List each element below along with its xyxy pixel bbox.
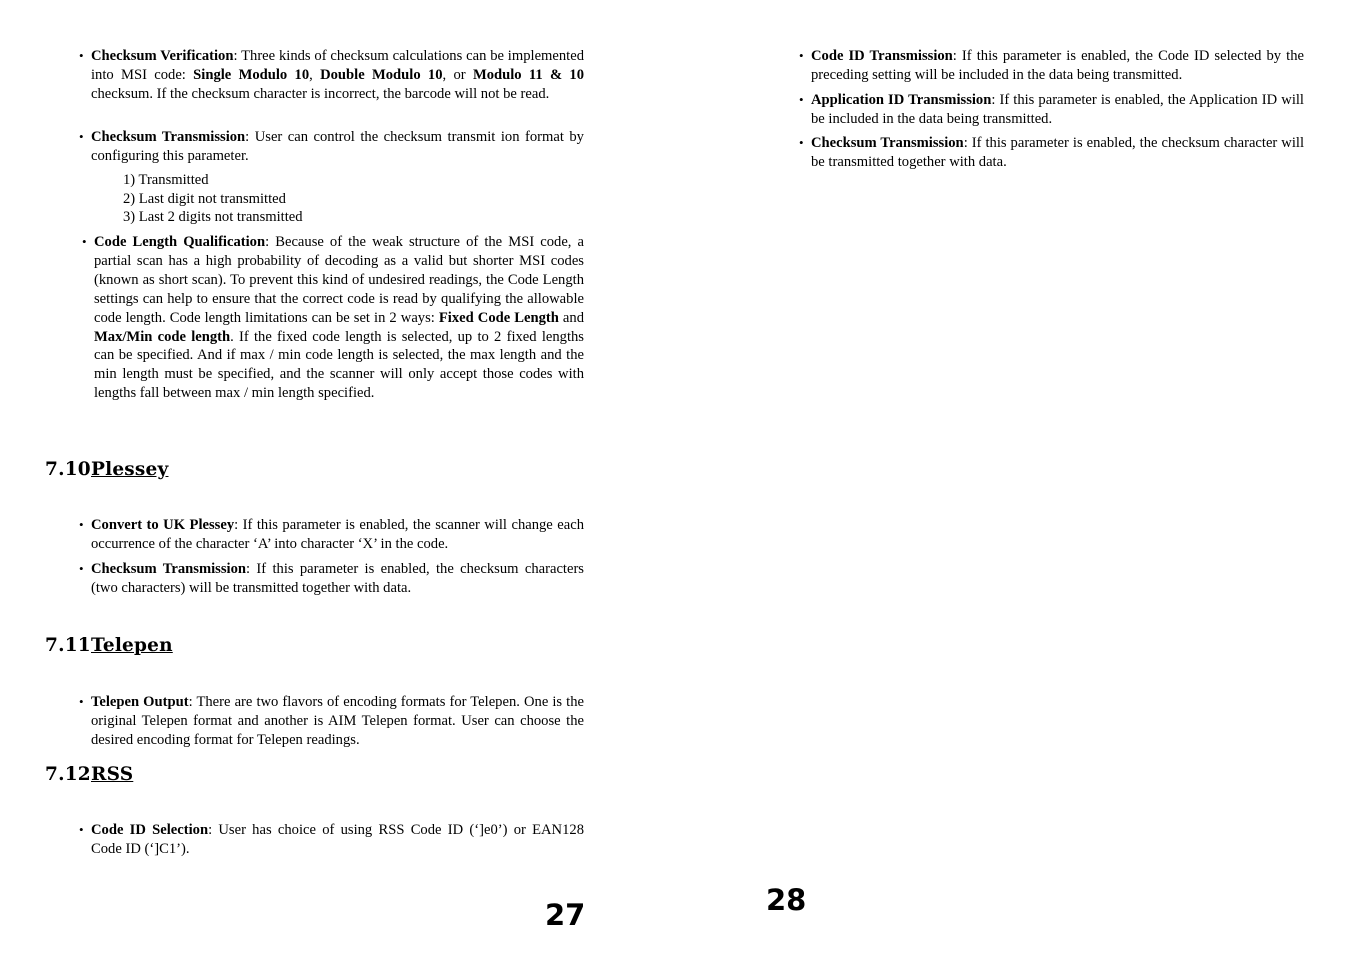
section-number: 7.12: [45, 764, 91, 785]
bullet-checksum-transmission: [79, 128, 584, 166]
bullet-term: Checksum Verification: [91, 48, 234, 64]
bullet-code-id-transmission: [799, 47, 1304, 85]
left-page: [0, 0, 675, 954]
bullet-icon: •: [799, 48, 804, 63]
bullet-text: , or: [442, 66, 473, 83]
bullet-telepen-output: [79, 693, 584, 750]
section-heading-plessey: [45, 459, 168, 480]
bullet-text: and: [558, 309, 584, 326]
bullet-plessey-checksum-transmission: [79, 560, 584, 598]
bullet-term: Code ID Selection: [91, 822, 209, 838]
bullet-text: : If this parameter is enabled, the Code ID selected by the preceding setting will be included in the data being transmitted.: [811, 48, 1304, 83]
bullet-text: : There are two flavors of encoding formats for Telepen. One is the original Telepen format and another is AIM Telepen format. User can choose the desired encoding format for Telepen readings.: [91, 694, 584, 748]
section-title: Telepen: [91, 635, 173, 656]
option-item: 1) Transmitted: [123, 172, 209, 188]
bullet-text: checksum. If the checksum character is incorrect, the barcode will not be read.: [91, 85, 550, 102]
bullet-icon: •: [79, 517, 84, 532]
bullet-text: : User has choice of using RSS Code ID (‘]e0’) or EAN128 Code ID (‘]C1’).: [91, 822, 584, 857]
bullet-text: : If this parameter is enabled, the Application ID will be included in the data being transmitted.: [811, 92, 1304, 127]
bullet-checksum-verification: [79, 47, 585, 104]
bullet-strong: Double Modulo 10: [320, 66, 443, 83]
bullet-text: : Because of the weak structure of the MSI code, a partial scan has a high probability of decoding as a valid but shorter MSI codes (known as short scan). To prevent this kind of undesired readings, the Code Length settings can help to ensure that the correct code is read by qualifying the allowable code length. Code length limitations can be set in 2 ways:: [94, 234, 585, 326]
bullet-text: : If this parameter is enabled, the checksum characters (two characters) will be transmitted together with data.: [91, 561, 584, 596]
bullet-term: Checksum Transmission: [91, 129, 246, 145]
bullet-code-length-qualification: [82, 233, 585, 403]
bullet-strong: Single Modulo 10: [193, 66, 310, 83]
bullet-icon: •: [79, 822, 84, 837]
bullet-icon: •: [79, 561, 84, 576]
bullet-text: : User can control the checksum transmit ion format by configuring this parameter.: [91, 129, 584, 164]
checksum-transmission-options: [123, 171, 303, 227]
bullet-term: Checksum Transmission: [91, 561, 247, 577]
page-number: 27: [545, 898, 586, 932]
right-page: [675, 0, 1351, 954]
bullet-term: Application ID Transmission: [811, 92, 992, 108]
section-number: 7.10: [45, 459, 91, 480]
bullet-icon: •: [79, 129, 84, 144]
bullet-term: Convert to UK Plessey: [91, 517, 235, 533]
bullet-text: ,: [309, 66, 321, 83]
bullet-term: Checksum Transmission: [811, 135, 964, 151]
bullet-icon: •: [799, 135, 804, 150]
option-item: 3) Last 2 digits not transmitted: [123, 209, 303, 225]
bullet-term: Telepen Output: [91, 694, 189, 710]
bullet-text: : If this parameter is enabled, the checksum character will be transmitted together with data.: [811, 135, 1304, 170]
bullet-code-id-selection: [79, 821, 584, 859]
bullet-strong: Fixed Code Length: [438, 309, 559, 326]
option-item: 2) Last digit not transmitted: [123, 190, 286, 207]
bullet-term: Code Length Qualification: [94, 234, 266, 250]
section-heading-rss: [45, 764, 133, 785]
bullet-application-id-transmission: [799, 91, 1304, 129]
section-number: 7.11: [45, 635, 91, 656]
section-title: RSS: [91, 764, 134, 785]
section-title: Plessey: [91, 459, 169, 480]
bullet-convert-uk-plessey: [79, 516, 584, 554]
bullet-strong: Modulo 11 & 10: [472, 66, 585, 83]
bullet-icon: •: [79, 48, 84, 63]
bullet-rss-checksum-transmission: [799, 134, 1304, 172]
bullet-icon: •: [799, 92, 804, 107]
section-heading-telepen: [45, 635, 173, 656]
bullet-text: : If this parameter is enabled, the scanner will change each occurrence of the character ‘A’ into character ‘X’ in the code.: [91, 517, 584, 552]
bullet-text: . If the fixed code length is selected, up to 2 fixed lengths can be specified. And if max / min code length is selected, the max length and the min length must be specified, and the scanner will only accept those codes with lengths fall between max / min length specified.: [94, 328, 584, 402]
bullet-icon: •: [82, 234, 87, 249]
bullet-text: : Three kinds of checksum calculations can be implemented into MSI code:: [91, 48, 584, 83]
bullet-icon: •: [79, 694, 84, 709]
bullet-term: Code ID Transmission: [811, 48, 953, 64]
bullet-strong: Max/Min code length: [94, 328, 231, 345]
page-number: 28: [766, 883, 807, 917]
